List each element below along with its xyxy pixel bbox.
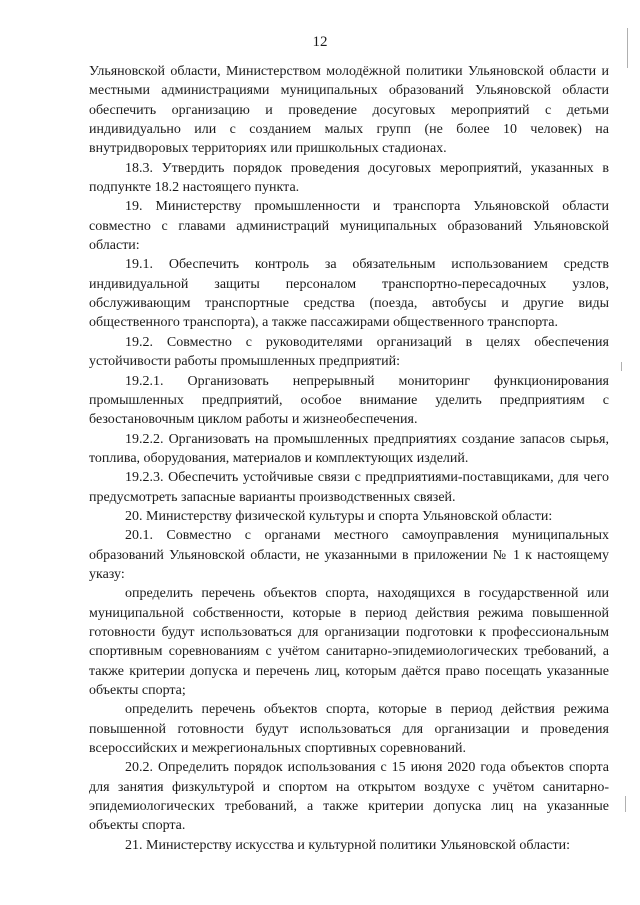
scan-mark [621, 362, 622, 371]
scan-mark [627, 28, 628, 68]
paragraph: 19.2. Совместно с руководителями организаций в целях обеспечения устойчивости работы промышленных предприятий: [89, 334, 609, 370]
paragraph: 19.2.1. Организовать непрерывный мониторинг функционирования промышленных предприятий, особое внимание уделить предприятиям с безостановочным циклом работы и жизнеобеспечения. [89, 373, 609, 428]
paragraph: 21. Министерству искусства и культурной политики Ульяновской области: [125, 837, 571, 853]
scan-mark [625, 796, 626, 812]
page-number: 12 [312, 34, 328, 50]
paragraph: 20. Министерству физической культуры и спорта Ульяновской области: [125, 508, 553, 524]
paragraph: 19.2.2. Организовать на промышленных предприятиях создание запасов сырья, топлива, оборудования, материалов и комплектующих изделий. [89, 431, 609, 466]
paragraph: 20.1. Совместно с органами местного самоуправления муниципальных образований Ульяновской области, не указанными в приложении № 1 к настоящему указу: [89, 528, 609, 582]
paragraph: определить перечень объектов спорта, находящихся в государственной или муниципальной собственности, которые в период действия режима повышенной готовности будут использоваться для организации подготовки к профессиональным спортивным соревнованиям с учётом санитарно-эпидемиологических требований, а также критерии допуска и перечень лиц, которым даётся право посещать указанные объекты спорта; [89, 586, 609, 698]
paragraph: 19. Министерству промышленности и транспорта Ульяновской области совместно с главами администраций муниципальных образований Ульяновской области: [89, 199, 609, 254]
paragraph: 19.2.3. Обеспечить устойчивые связи с предприятиями-поставщиками, для чего предусмотреть запасные варианты производственных связей. [89, 470, 609, 505]
paragraph: Ульяновской области, Министерством молодёжной политики Ульяновской области и местными администрациями муниципальных образований Ульяновской области обеспечить организацию и проведение досуговых мероприятий с детьми индивидуально или с созданием малых групп (не более 10 человек) на внутридворовых территориях или пришкольных стадионах. [89, 64, 609, 157]
paragraph: 19.1. Обеспечить контроль за обязательным использованием средств индивидуальной защиты персоналом транспортно-пересадочных узлов, обслуживающим транспортные средства (поезда, автобусы и другие виды общественного транспорта), а также пассажирами общественного транспорта. [89, 257, 609, 331]
paragraph: 20.2. Определить порядок использования с 15 июня 2020 года объектов спорта для занятия физкультурой и спортом на открытом воздухе с учётом санитарно-эпидемиологических требований, а также критерии допуска лиц на указанные объекты спорта. [89, 760, 609, 834]
paragraph: определить перечень объектов спорта, которые в период действия режима повышенной готовности будут использоваться для организации и проведения всероссийских и межрегиональных спортивных соревнований. [89, 702, 609, 757]
paragraph: 18.3. Утвердить порядок проведения досуговых мероприятий, указанных в подпункте 18.2 настоящего пункта. [89, 160, 609, 196]
document-body [89, 62, 609, 855]
